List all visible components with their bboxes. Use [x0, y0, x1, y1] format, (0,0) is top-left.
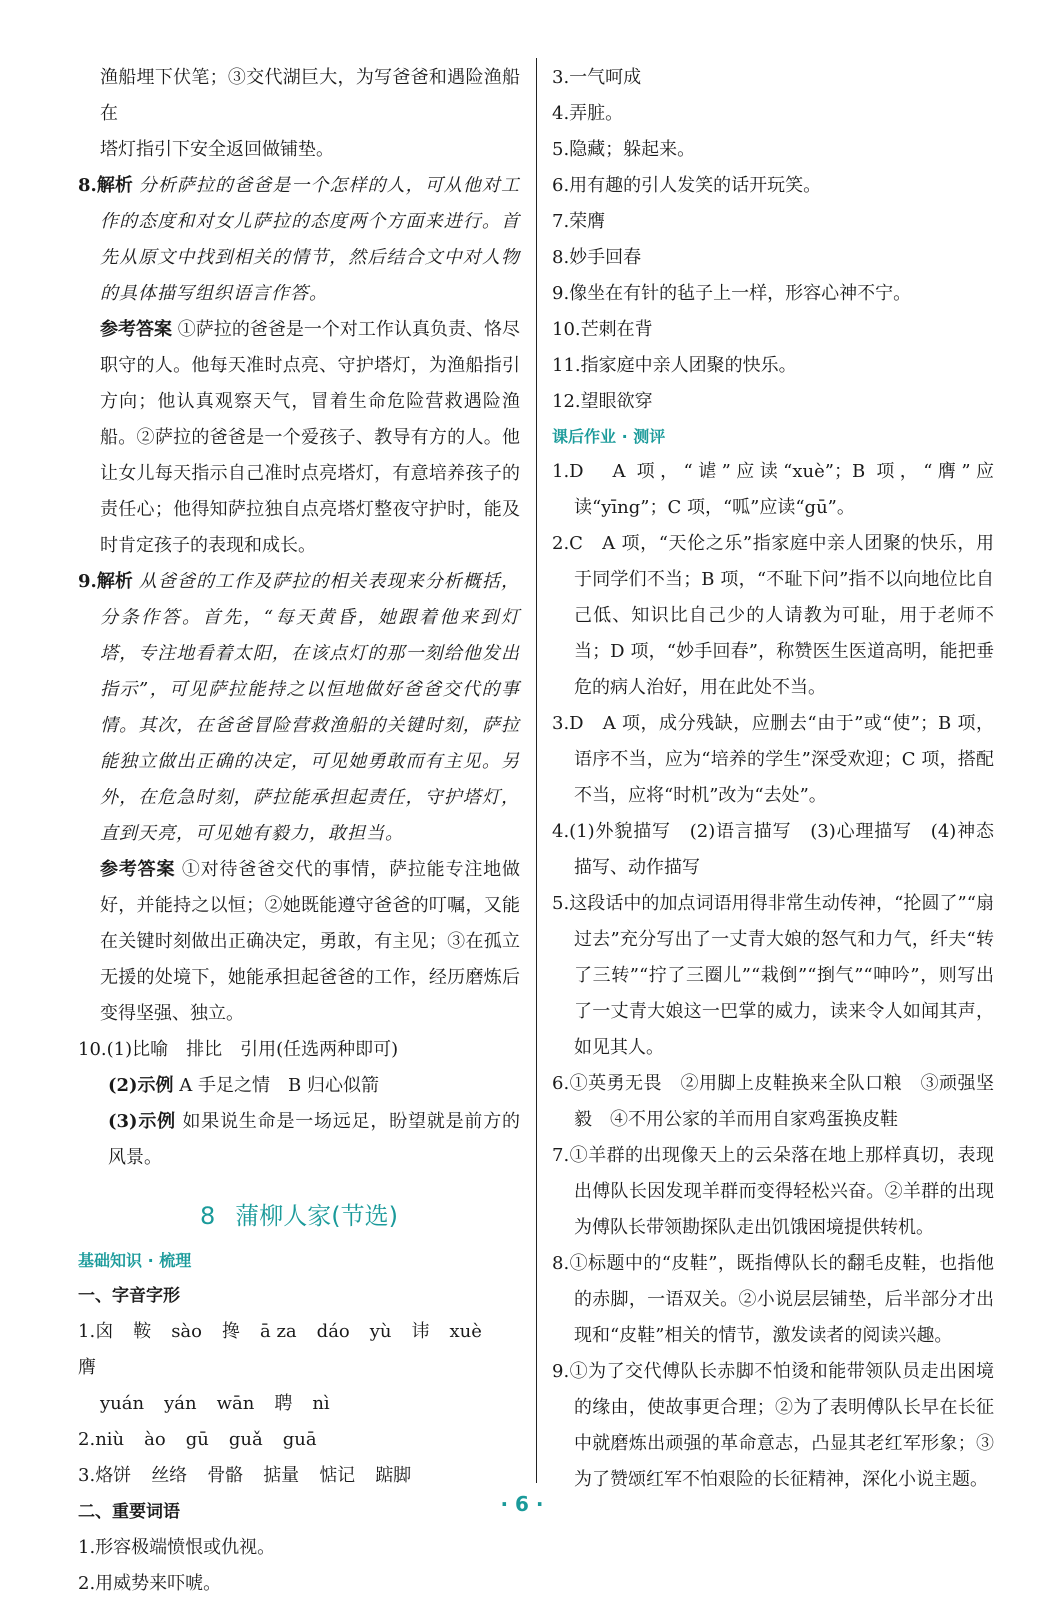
after-answer-6: 6.①英勇无畏 ②用脚上皮鞋换来全队口粮 ③顽强坚毅 ④不用公家的羊而用自家鸡蛋换皮鞋 — [552, 1073, 994, 1130]
word-answer-6: 6.用有趣的引人发笑的话开玩笑。 — [552, 175, 822, 196]
pinyin-row-3: 2.niù ào gū guǎ guā — [78, 1429, 317, 1450]
answer-q8-reference: 参考答案 ①萨拉的爸爸是一个对工作认真负责、恪尽职守的人。他每天准时点亮、守护塔灯，为渔船指引方向；他认真观察天气，冒着生命危险营救遇险渔船。②萨拉的爸爸是一个爱孩子、教导有方的人。他让女儿每天指示自己准时点亮塔灯，有意培养孩子的责任心；他得知萨拉独自点亮塔灯整夜守护时，能及时肯定孩子的表现和成长。 — [100, 319, 520, 556]
answer-q9-analysis: 9.解析 从爸爸的工作及萨拉的相关表现来分析概括，分条作答。首先，“每天黄昏，她跟着他来到灯塔，专注地看着太阳，在该点灯的那一刻给他发出指示”，可见萨拉能持之以恒地做好爸爸交代的事情。其次，在爸爸冒险营救渔船的关键时刻，萨拉能独立做出正确的决定，可见她勇敢而有主见。另外，在危急时刻，萨拉能承担起责任，守护塔灯，直到天亮，可见她有毅力，敢担当。 — [78, 571, 520, 844]
word-answer-12: 12.望眼欲穿 — [552, 391, 653, 412]
after-answer-4: 4.(1)外貌描写 (2)语言描写 (3)心理描写 (4)神态描写、动作描写 — [552, 821, 994, 878]
word-answer-8: 8.妙手回春 — [552, 247, 642, 268]
after-answer-5: 5.这段话中的加点词语用得非常生动传神，“抡圆了”“扇过去”充分写出了一丈青大娘的怒气和力气，纤夫“转了三转”“拧了三圈儿”“栽倒”“捯气”“呻吟”，则写出了一丈青大娘这一巴掌的威力，读来令人如闻其声，如见其人。 — [552, 893, 994, 1058]
answer-q9-reference: 参考答案 ①对待爸爸交代的事情，萨拉能专注地做好，并能持之以恒；②她既能遵守爸爸的叮嘱，又能在关键时刻做出正确决定，勇敢，有主见；③在孤立无援的处境下，她能承担起爸爸的工作，经历磨炼后变得坚强、独立。 — [100, 859, 521, 1024]
word-answer-2: 2.用威势来吓唬。 — [78, 1573, 222, 1594]
word-answer-10: 10.芒刺在背 — [552, 319, 653, 340]
page-number: · 6 · — [500, 1492, 544, 1516]
after-answer-9: 9.①为了交代傅队长赤脚不怕烫和能带领队员走出困境的缘由，使故事更合理；②为了表明傅队长早在长征中就磨炼出顽强的革命意志，凸显其老红军形象；③为了赞颂红军不怕艰险的长征精神，深化小说主题。 — [552, 1361, 994, 1490]
after-answer-8: 8.①标题中的“皮鞋”，既指傅队长的翻毛皮鞋，也指他的赤脚，一语双关。②小说层层铺垫，后半部分才出现和“皮鞋”相关的情节，激发读者的阅读兴趣。 — [552, 1253, 994, 1346]
pinyin-row-2: yuán yán wān 聘 nì — [100, 1393, 330, 1414]
subsection-important-words: 二、重要词语 — [78, 1502, 180, 1522]
section-after-class: 课后作业 · 测评 — [552, 427, 666, 446]
word-answer-7: 7.荣膺 — [552, 211, 606, 232]
column-divider — [536, 58, 537, 1483]
chapter-title: 8 蒲柳人家(节选) — [199, 1202, 398, 1230]
subsection-pronunciation: 一、字音字形 — [78, 1286, 180, 1306]
word-answer-4: 4.弄脏。 — [552, 103, 624, 124]
word-answer-11: 11.指家庭中亲人团聚的快乐。 — [552, 355, 797, 376]
answer-q10-3: (3)示例 如果说生命是一场远足，盼望就是前方的风景。 — [108, 1111, 521, 1168]
word-answer-9: 9.像坐在有针的毡子上一样，形容心神不宁。 — [552, 283, 912, 304]
pinyin-row-1: 1.囟 鞍 sào 搀 ā za dáo yù 讳 xuè膺 — [78, 1321, 482, 1378]
word-answer-5: 5.隐藏；躲起来。 — [552, 139, 696, 160]
after-answer-2: 2.C A 项，“天伦之乐”指家庭中亲人团聚的快乐，用于同学们不当；B 项，“不耻下问”指不以向地位比自己低、知识比自己少的人请教为可耻，用于老师不当；D 项，“妙手回春”，称赞医生医道高明，能把垂危的病人治好，用在此处不当。 — [552, 533, 994, 698]
text-line: 渔船埋下伏笔；③交代湖巨大，为写爸爸和遇险渔船在 塔灯指引下安全返回做铺垫。 — [100, 67, 520, 160]
answer-q8-analysis: 8.解析 分析萨拉的爸爸是一个怎样的人，可从他对工作的态度和对女儿萨拉的态度两个方面来进行。首先从原文中找到相关的情节，然后结合文中对人物的具体描写组织语言作答。 — [78, 175, 520, 304]
word-row-3: 3.烙饼 丝络 骨骼 掂量 惦记 踮脚 — [78, 1465, 412, 1486]
section-basic-knowledge: 基础知识 · 梳理 — [78, 1251, 192, 1270]
answer-q10-2: (2)示例 A 手足之情 B 归心似箭 — [108, 1075, 379, 1096]
after-answer-3: 3.D A 项，成分残缺，应删去“由于”或“使”；B 项，语序不当，应为“培养的学生”深受欢迎；C 项，搭配不当，应将“时机”改为“去处”。 — [552, 713, 994, 806]
answer-q10-1: 10.(1)比喻 排比 引用(任选两种即可) — [78, 1039, 399, 1060]
after-answer-1: 1.D A 项，“谑”应读“xuè”；B 项，“膺”应读“yīng”；C 项，“呱”应读“gū”。 — [552, 461, 994, 518]
word-answer-3: 3.一气呵成 — [552, 67, 642, 88]
after-answer-7: 7.①羊群的出现像天上的云朵落在地上那样真切，表现出傅队长因发现羊群而变得轻松兴奋。②羊群的出现为傅队长带领勘探队走出饥饿困境提供转机。 — [552, 1145, 994, 1238]
left-column — [78, 60, 520, 1602]
word-answer-1: 1.形容极端愤恨或仇视。 — [78, 1537, 276, 1558]
right-column — [552, 60, 994, 1498]
